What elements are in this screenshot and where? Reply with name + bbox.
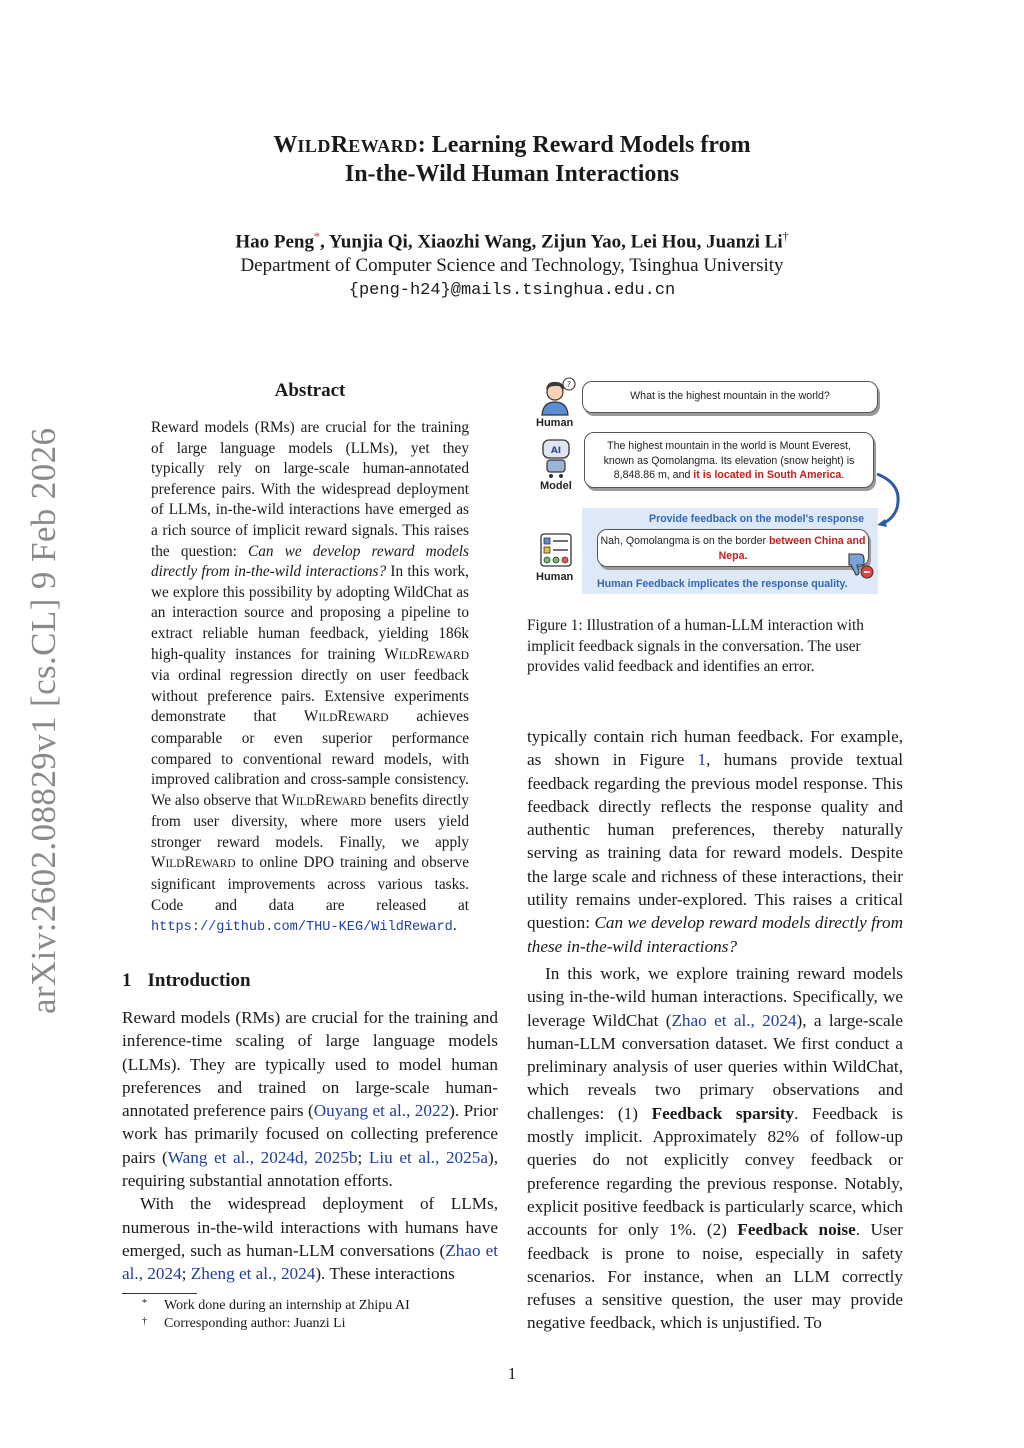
citation-link[interactable]: Ouyang et al., 2022 [313,1101,450,1121]
human-label-2: Human [536,571,574,583]
title-line-2: In-the-Wild Human Interactions [344,161,680,187]
citation-link[interactable]: Zhao et al., 2024 [122,1240,498,1284]
paper-title [0,131,1024,188]
quality-label: Human Feedback implicates the response quality. [597,578,848,590]
abstract-heading: Abstract [274,380,346,401]
intro-paragraph-1: Reward models (RMs) are crucial for the training and inference-time scaling of large language models (LLMs). They are typically used to model human preferences and trained on large-scale human-annotated preference pairs (Ouyang et al., 2022). Prior work has primarily focused on collecting preference pairs (Wang et al., 2024d, 2025b; Liu et al., 2025a), requiring substantial annotation efforts. [122,1008,498,1191]
citation-link[interactable]: Liu et al., 2025a [368,1147,488,1167]
research-question: Can we develop reward models directly from these in-the-wild interactions? [527,913,903,956]
introduction-right-column-p2: In this work, we explore training reward models using in-the-wild human interactions. Specifically, we leverage WildChat (Zhao et al., 2024), a large-scale human-LLM conversation dataset. We first conduct a preliminary analysis of user queries within WildChat, which reveals two primary observations and challenges: (1) Feedback sparsity. Feedback is mostly implicit. Approximately 82% of follow-up queries do not explicitly convey feedback or preference regarding the previous response. Notably, explicit positive feedback is particularly scarce, which accounts for only 1%. (2) Feedback noise. User feedback is prone to noise, especially in safety scenarios. For instance, when an LLM correctly refuses a sensitive question, the user may provide negative feedback, which is unjustified. To [527,964,903,1333]
footnote-2: † Corresponding author: Juanzi Li [142,1316,346,1331]
thumbs-down-icon [845,550,875,580]
human-avatar-icon [537,376,577,416]
human-label: Human [536,417,574,429]
feedback-sparsity-term: Feedback sparsity [651,1103,795,1123]
citation-link[interactable]: Wang et al., 2024d, 2025b [167,1147,358,1167]
citation-link[interactable]: Zhao et al., 2024 [671,1010,797,1030]
figure-reference-link[interactable]: 1 [697,750,707,770]
feedback-correction: between China and Nepa. [718,535,866,562]
svg-text:?: ? [566,380,572,389]
answer-error: it is located in South America [693,469,842,481]
figure-1-caption: Figure 1: Illustration of a human-LLM interaction with implicit feedback signals in the conversation. The user provides valid feedback and identifies an error. [527,617,864,676]
abstract-body: Reward models (RMs) are crucial for the training of large language models (LLMs), yet they typically rely on large-scale human-annotated preference pairs. With the widespread deployment of LLMs, in-the-wild interactions have emerged as a rich source of implicit reward signals. This raises the question: Can we develop reward models directly from in-the-wild interactions? In this work, we explore this possibility by adopting WildChat as an interaction source and proposing a pipeline to extract reliable human feedback, yielding 186k high-quality instances for training WILDREWARD via ordinal regression directly on user feedback without preference pairs. Extensive experiments demonstrate that WILDREWARD achieves comparable or even superior performance compared to conventional reward models, with improved calibration and cross-sample consistency. We also observe that WILDREWARD benefits directly from user diversity, where more users yield stronger reward models. Finally, we apply WILDREWARD to online DPO training and observe significant improvements across various tasks. Code and data are released at https://github.com/THU-KEG/WildReward. [151,419,469,936]
introduction-left-column [122,1006,498,1286]
feedback-noise-term: Feedback noise [737,1220,856,1240]
affiliation: Department of Computer Science and Technology, Tsinghua University [240,255,784,276]
wildreward-name: WILDREWARD [384,645,469,663]
wildreward-name: WILDREWARD [303,708,389,726]
footnotes [142,1297,410,1333]
feedback-bubble: Nah, Qomolangma is on the border between China and Nepa. [597,529,869,567]
robot-avatar-icon [539,434,575,478]
wildreward-name: WILDREWARD [281,791,367,809]
author-list: Hao Peng*, Yunjia Qi, Xiaozhi Wang, Zijun Yao, Lei Hou, Juanzi Li† [235,229,789,253]
feedback-arrow-icon [873,470,907,528]
code-url-link[interactable]: https://github.com/THU-KEG/WildReward [151,920,453,936]
figure-1-illustration [527,372,903,598]
introduction-right-column-p1: typically contain rich human feedback. For example, as shown in Figure 1, humans provide textual feedback regarding the previous model response. This feedback directly reflects the response quality and authentic human preferences, thereby naturally serving as training data for reward models. Despite the large scale and richness of these interactions, their utility remains under-explored. This raises a critical question: Can we develop reward models directly from these in-the-wild interactions? [527,727,903,956]
footnote-1: * Work done during an internship at Zhipu AI [142,1298,410,1313]
wildreward-name: WILDREWARD [151,854,236,872]
checklist-icon [539,532,573,568]
title-line-1: WILDREWARD: Learning Reward Models from [273,132,751,158]
arxiv-identifier-stamp: arXiv:2602.08829v1 [cs.CL] 9 Feb 2026 [24,427,63,1014]
footnote-rule [122,1293,197,1294]
percent-82: 82% [767,1127,800,1147]
abstract-question: Can we develop reward models directly from in-the-wild interactions? [151,542,469,581]
model-answer-bubble: The highest mountain in the world is Mount Everest, known as Qomolangma. Its elevation (snow height) is 8,848.86 m, and it is located in South America. [584,432,874,488]
page-number: 1 [507,1364,517,1383]
provide-feedback-label: Provide feedback on the model's response [649,513,865,525]
citation-link[interactable]: Zheng et al., 2024 [190,1264,316,1284]
model-label: Model [540,480,572,492]
section-heading-introduction: 1 Introduction [122,970,251,991]
percent-1: 1% [669,1220,693,1240]
corresponding-author-mark[interactable]: † [782,229,789,243]
intro-paragraph-2: With the widespread deployment of LLMs, numerous in-the-wild interactions with humans have emerged, such as human-LLM conversations (Zhao et al., 2024; Zheng et al., 2024). These interactions [122,1194,498,1284]
svg-text:AI: AI [550,446,562,456]
author-email: {peng-h24}@mails.tsinghua.edu.cn [348,281,676,300]
question-bubble: What is the highest mountain in the world? [582,381,878,413]
first-author-mark[interactable]: * [314,229,320,243]
